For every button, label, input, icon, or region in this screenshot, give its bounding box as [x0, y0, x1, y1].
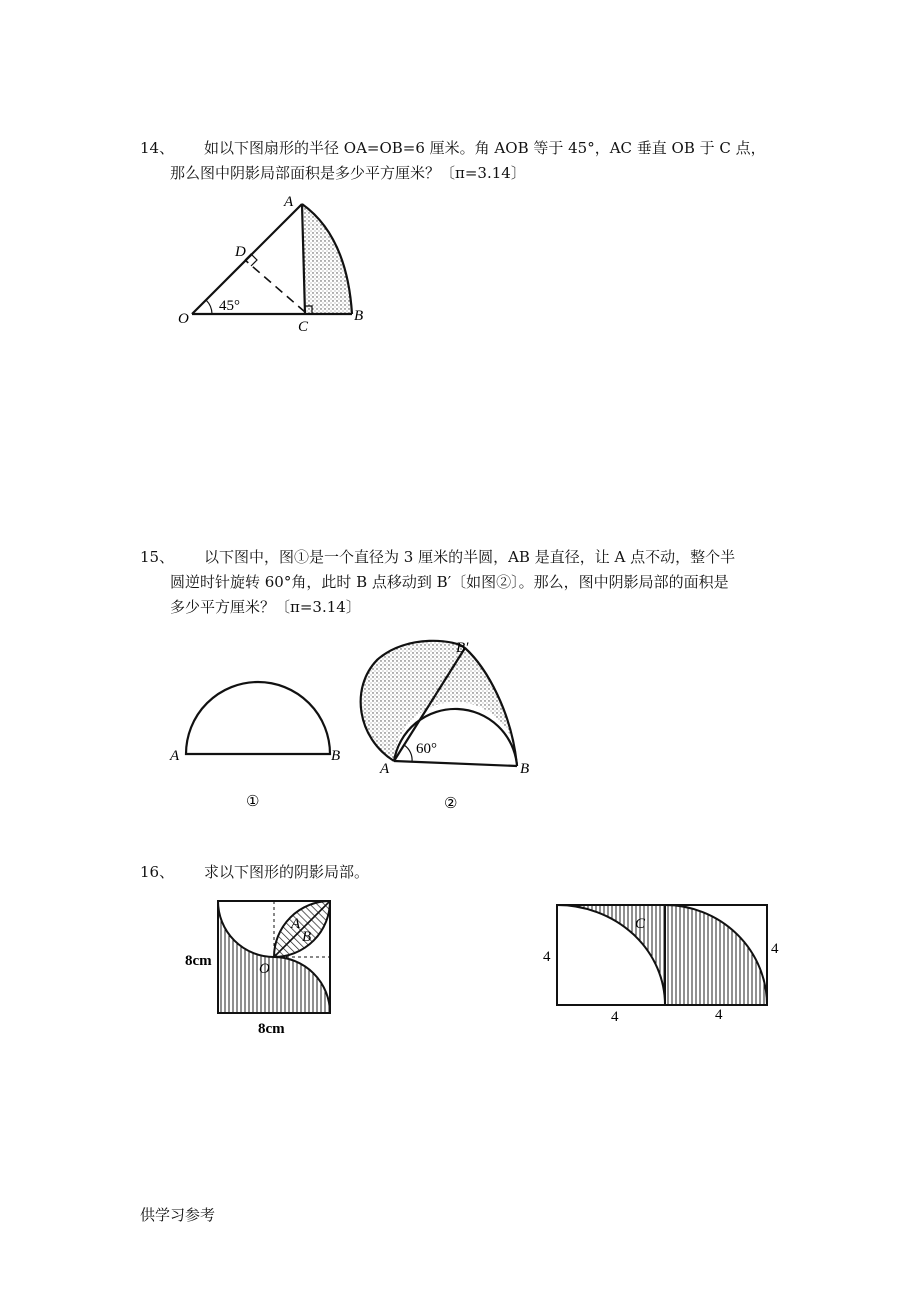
label-d: D	[235, 244, 246, 260]
label-b-prime: B′	[456, 640, 469, 656]
problem-16-figure-1	[180, 895, 340, 1045]
problem-15-text-line2: 圆逆时针旋转 60°角，此时 B 点移动到 B′〔如图②〕。那么，图中阴影局部的面积是	[170, 573, 729, 591]
label-a: A	[380, 761, 390, 777]
label-o: O	[259, 961, 270, 977]
bottom-right-label: 4	[715, 1007, 723, 1023]
problem-16-text-line1: 求以下图形的阴影局部。	[204, 863, 370, 881]
footer-text: 供学习参考	[140, 1206, 216, 1224]
shaded-right-region	[665, 905, 767, 1005]
label-b: B	[302, 929, 312, 945]
angle-label: 60°	[416, 741, 437, 757]
right-side-label: 4	[771, 941, 779, 957]
segment-cd	[245, 260, 305, 312]
semicircle	[186, 682, 330, 754]
angle-label: 45°	[219, 298, 240, 314]
bottom-left-label: 4	[611, 1009, 619, 1025]
problem-15-text-line3: 多少平方厘米？〔π=3.14〕	[170, 598, 361, 616]
problem-15-text-line1: 以下图中，图①是一个直径为 3 厘米的半圆，AB 是直径，让 A 点不动，整个半	[204, 548, 736, 566]
label-c: C	[298, 319, 309, 335]
left-side-label: 4	[543, 949, 551, 965]
label-a: A	[291, 916, 301, 932]
label-b: B	[354, 308, 364, 324]
problem-15-figure-2	[352, 628, 552, 828]
problem-16-figure-2	[535, 895, 785, 1035]
radius-oa	[192, 204, 302, 314]
label-o: O	[178, 311, 189, 327]
problem-14-number: 14、	[140, 139, 175, 157]
figure-caption: ①	[246, 794, 260, 810]
side-bottom-label: 8cm	[258, 1021, 285, 1037]
label-b: B	[520, 761, 530, 777]
label-a: A	[170, 748, 180, 764]
label-c: C	[635, 916, 646, 932]
shaded-region	[302, 204, 352, 314]
problem-15-number: 15、	[140, 548, 175, 566]
figure-caption: ②	[444, 796, 458, 812]
problem-16-number: 16、	[140, 863, 175, 881]
label-b: B	[331, 748, 341, 764]
problem-14-figure	[160, 188, 390, 338]
problem-14-text-line1: 如以下图扇形的半径 OA=OB=6 厘米。角 AOB 等于 45°，AC 垂直 OB 于 C 点，	[204, 139, 766, 157]
label-a: A	[284, 194, 294, 210]
angle-arc	[206, 300, 212, 314]
problem-15-figure-1	[160, 660, 350, 840]
side-left-label: 8cm	[185, 953, 212, 969]
problem-14-text-line2: 那么图中阴影局部面积是多少平方厘米？〔π=3.14〕	[170, 164, 526, 182]
shaded-left-region	[557, 905, 665, 1005]
